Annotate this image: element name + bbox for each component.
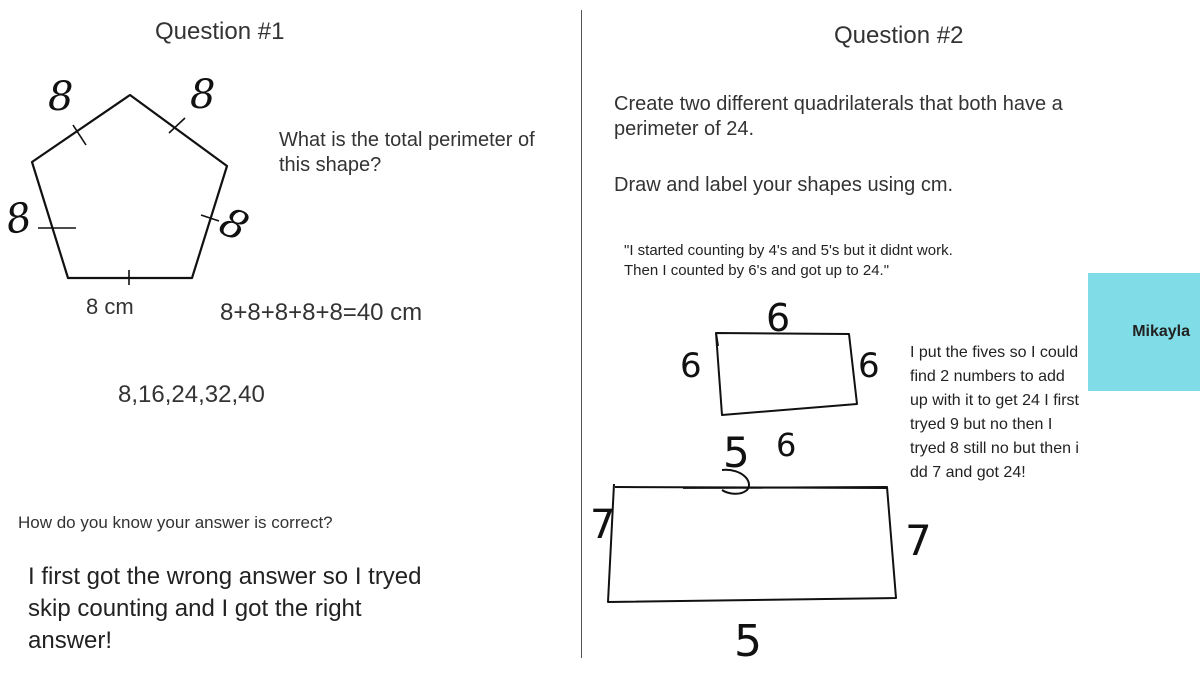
perimeter-equation: 8+8+8+8+8=40 cm bbox=[220, 299, 423, 326]
handwritten-label-top-left: 8 bbox=[48, 74, 74, 120]
skip-count-sequence: 8,16,24,32,40 bbox=[118, 381, 265, 408]
handwritten-label-left: 8 bbox=[2, 194, 36, 244]
rectangle-shape bbox=[608, 484, 896, 602]
student-quote: "I started counting by 4's and 5's but it didnt work. Then I counted by 6's and got up to 24." bbox=[624, 242, 953, 279]
square-label-right: 6 bbox=[858, 346, 880, 386]
question2-prompt: Create two different quadrilaterals that both have a perimeter of 24. bbox=[614, 93, 1063, 140]
check-prompt: How do you know your answer is correct? bbox=[18, 513, 333, 532]
square-label-left: 6 bbox=[680, 346, 702, 386]
handwritten-label-right: 8 bbox=[212, 198, 255, 252]
question2-title: Question #2 bbox=[834, 22, 964, 49]
rectangle-label-right: 7 bbox=[905, 516, 932, 565]
side-length-label: 8 cm bbox=[86, 294, 134, 319]
square-shape bbox=[716, 333, 857, 415]
question1-prompt: What is the total perimeter of this shape? bbox=[279, 129, 535, 176]
student-name-tag bbox=[1088, 273, 1200, 391]
rectangle-label-top: 5 bbox=[723, 428, 750, 477]
question1-title: Question #1 bbox=[155, 18, 285, 45]
question2-instruction: Draw and label your shapes using cm. bbox=[614, 174, 954, 196]
student-name: Mikayla bbox=[1132, 323, 1190, 340]
rectangle-label-bottom: 5 bbox=[734, 616, 762, 667]
student-explanation: I put the fives so I could find 2 numbers to add up with it to get 24 I first tryed 9 but no then I tryed 8 still no but then i dd 7 and got 24! bbox=[910, 344, 1079, 481]
square-label-top: 6 bbox=[766, 296, 791, 340]
square-label-bottom: 6 bbox=[776, 426, 797, 464]
rectangle-label-left: 7 bbox=[590, 502, 616, 548]
student-answer-q1: I first got the wrong answer so I tryed skip counting and I got the right answer! bbox=[28, 563, 422, 654]
handwritten-label-top-right: 8 bbox=[190, 72, 216, 118]
